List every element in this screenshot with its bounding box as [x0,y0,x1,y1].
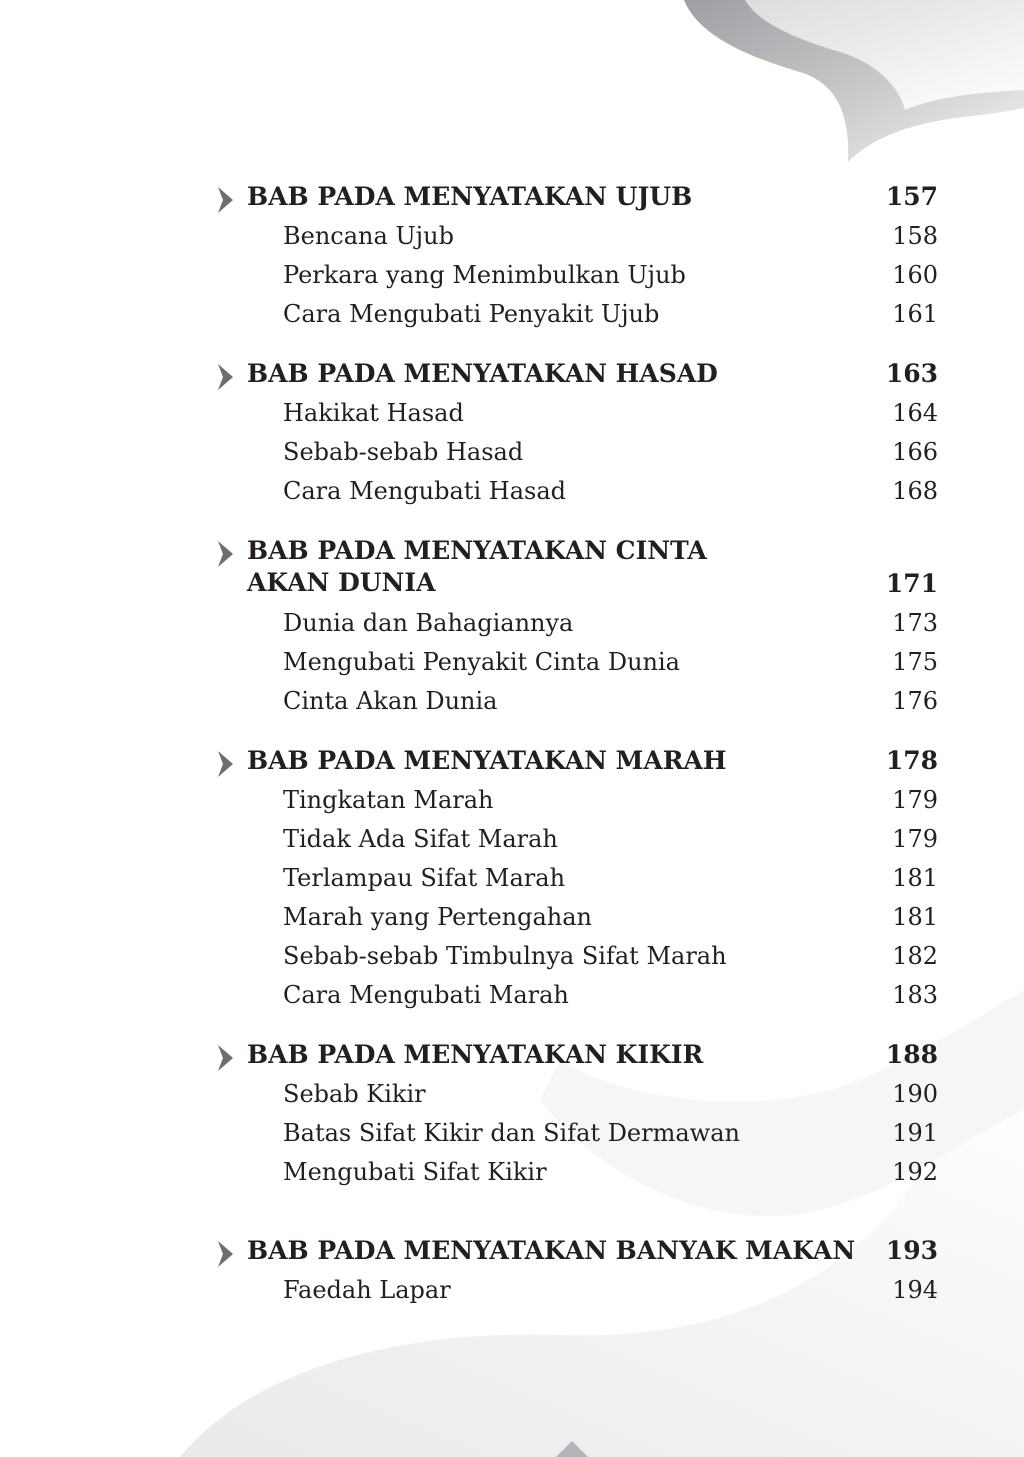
toc-section [0,1039,1024,1195]
entry-page-number: 192 [892,1158,938,1186]
entry-title: Hakikat Hasad [283,399,464,427]
entry-page-number: 175 [892,648,938,676]
entry-title: Cara Mengubati Hasad [283,477,566,505]
chapter-heading[interactable] [0,1039,1024,1078]
entry-title: Mengubati Sifat Kikir [283,1158,547,1186]
entry-title: Faedah Lapar [283,1276,451,1304]
entry-page-number: 161 [892,300,938,328]
chevron-right-icon [216,364,234,390]
chapter-title [247,745,727,777]
entry-title: Cara Mengubati Penyakit Ujub [283,300,660,328]
toc-entry[interactable] [0,220,1024,259]
chapter-page-number: 188 [885,1040,938,1069]
entry-title: Mengubati Penyakit Cinta Dunia [283,648,680,676]
toc-entry[interactable] [0,940,1024,979]
toc-section [0,1235,1024,1313]
toc-entry[interactable] [0,685,1024,724]
chapter-heading[interactable] [0,535,1024,607]
entry-page-number: 168 [892,477,938,505]
chapter-title [247,535,707,599]
toc-entry[interactable] [0,259,1024,298]
toc-entry[interactable] [0,475,1024,514]
chevron-right-icon [216,541,234,567]
entry-page-number: 158 [892,222,938,250]
entry-page-number: 190 [892,1080,938,1108]
chapter-title-line: AKAN DUNIA [247,568,436,597]
toc-entry[interactable] [0,901,1024,940]
toc-entry[interactable] [0,1274,1024,1313]
toc-entry[interactable] [0,979,1024,1018]
entry-page-number: 183 [892,981,938,1009]
chapter-title [247,181,692,213]
toc-entry[interactable] [0,784,1024,823]
toc-section [0,181,1024,337]
chapter-title-line: BAB PADA MENYATAKAN KIKIR [247,1040,704,1069]
chapter-page-number: 193 [885,1236,938,1265]
toc-entry[interactable] [0,436,1024,475]
chapter-title [247,1039,703,1071]
chapter-page-number: 171 [885,569,938,598]
entry-title: Tidak Ada Sifat Marah [283,825,558,853]
chapter-heading[interactable] [0,745,1024,784]
toc-entry[interactable] [0,862,1024,901]
entry-title: Batas Sifat Kikir dan Sifat Dermawan [283,1119,740,1147]
entry-title: Dunia dan Bahagiannya [283,609,574,637]
entry-title: Sebab Kikir [283,1080,426,1108]
toc-section [0,745,1024,1018]
chapter-title [247,358,718,390]
toc-section [0,358,1024,514]
chevron-right-icon [216,1241,234,1267]
entry-page-number: 181 [892,903,938,931]
entry-page-number: 181 [892,864,938,892]
toc-entry[interactable] [0,1078,1024,1117]
chevron-right-icon [216,187,234,213]
entry-title: Bencana Ujub [283,222,454,250]
entry-page-number: 194 [892,1276,938,1304]
chevron-right-icon [216,751,234,777]
chapter-page-number: 157 [885,182,938,211]
entry-page-number: 176 [892,687,938,715]
chapter-title-line: BAB PADA MENYATAKAN CINTA [247,536,707,565]
chapter-heading[interactable] [0,1235,1024,1274]
entry-page-number: 166 [892,438,938,466]
toc-entry[interactable] [0,397,1024,436]
entry-page-number: 182 [892,942,938,970]
entry-page-number: 160 [892,261,938,289]
toc-entry[interactable] [0,607,1024,646]
toc-entry[interactable] [0,823,1024,862]
chapter-title-line: BAB PADA MENYATAKAN BANYAK MAKAN [247,1236,856,1265]
chapter-title [247,1235,855,1267]
entry-title: Tingkatan Marah [283,786,494,814]
toc-entry[interactable] [0,1117,1024,1156]
chapter-title-line: BAB PADA MENYATAKAN MARAH [247,746,727,775]
entry-page-number: 173 [892,609,938,637]
toc-entry[interactable] [0,646,1024,685]
chapter-page-number: 163 [885,359,938,388]
entry-title: Sebab-sebab Hasad [283,438,524,466]
chapter-title-line: BAB PADA MENYATAKAN UJUB [247,182,693,211]
entry-title: Sebab-sebab Timbulnya Sifat Marah [283,942,727,970]
entry-page-number: 164 [892,399,938,427]
entry-page-number: 179 [892,786,938,814]
entry-page-number: 191 [892,1119,938,1147]
entry-title: Perkara yang Menimbulkan Ujub [283,261,686,289]
chapter-title-line: BAB PADA MENYATAKAN HASAD [247,359,718,388]
entry-title: Cara Mengubati Marah [283,981,569,1009]
chapter-page-number: 178 [885,746,938,775]
toc-entry[interactable] [0,1156,1024,1195]
toc-section [0,535,1024,724]
chevron-right-icon [216,1045,234,1071]
entry-title: Terlampau Sifat Marah [283,864,566,892]
entry-page-number: 179 [892,825,938,853]
chapter-heading[interactable] [0,358,1024,397]
entry-title: Cinta Akan Dunia [283,687,498,715]
chapter-heading[interactable] [0,181,1024,220]
toc-entry[interactable] [0,298,1024,337]
entry-title: Marah yang Pertengahan [283,903,593,931]
